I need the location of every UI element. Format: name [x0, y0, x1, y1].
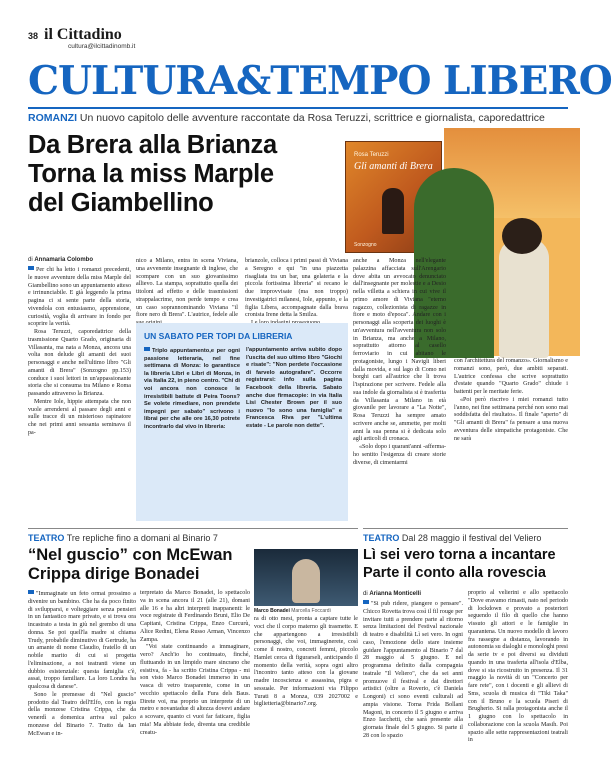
book-publisher: Sonzogno [354, 242, 377, 248]
article-paragraph: Rosa Teruzzi, caporedattrice della trasmissione Quarto Grado, originaria di Villasanta, ma nata a Monza, ancora una volta non delude gli amanti dei suoi personaggi e anche nell'ultimo libro "Gli amanti di Brera" (Sonzogno pp.153) conduce i suoi lettori in un'appassionante storia che si consuma tra Milano e Roma passando attraverso la Brianza. [28, 329, 131, 397]
teatro-tag: TEATRO [28, 533, 65, 543]
teatro2-subhead: Dal 28 maggio il festival del Veliero [401, 533, 542, 543]
article-paragraph: "Immaginate un feto ormai prossimo a divenire un bambino. Che ha da poco finito di svilupparsi, e volteggiare senza pensieri in un fantastico mare privato, e si trova ora incastrato a testa in giù nel grembo di una donna. Se poi quell'la madre si chiama Trudy, probabile diminutivo di Gertrude, ha un amante di nome Claudio, fratello di un nobile marito di cui si progetta l'eliminazione, a noi teatranti viene un dubbio esistenziale: questa famiglia c'è, assai, troppo familiare. La loro Londra ha qualcosa di danese". [28, 591, 136, 690]
book-figure [382, 188, 404, 234]
section-email[interactable]: cultura@ilcittadinomb.it [68, 43, 136, 50]
paragraph-marker-icon [28, 266, 34, 270]
section-title [28, 58, 612, 104]
article-paragraph: anche a Monza nell'elegante palazzina affacciata sull'Arengario dove abita un avvocato denunciato dall'insegnante per molestie e a Desio nella villetta a schiera in cui vive il primo amore di Viviana "eterno ragazzo, collezionista di ragazze in fiore e moto d'epoca". Andare con i personaggi alla scoperta dei luoghi è un'avventura nell'avventura non solo in Brianza, ma anche a Milano, soprattutto attorno al casello ferroviario in cui abitano le protagoniste, lungo i Navigli liberi dalla movida, e sul lago di Como nei borghi cari all'autrice che li trova l'ispirazione per scrivere. Fedele alla sua indole da giornalista si è trasferita da Villasanta a Milano in età giovanile per lavorare a "La Notte", Rosa Teruzzi ha sempre amato scrivere anche se, ammette, per molti anni la sua penna si è dedicata solo agli articoli di cronaca. [353, 258, 446, 443]
article-paragraph: Per chi ha letto i romanzi precedenti, le nuove avventure della miss Marple del Giambellino sono un appuntamento atteso e irrinunciabile. E già leggendo la prima pagina ci si sente parte della storia, vivendola con entusiasmo, apprensione, curiosità, voglia di arrivare in fondo per scoprire la verità. [28, 267, 131, 328]
teatro2-tag: TEATRO [363, 533, 400, 543]
headline-line: del Giambellino [28, 189, 214, 217]
caption-name: Marco Bonadei [254, 608, 290, 614]
book-author: Rosa Teruzzi [354, 152, 389, 158]
headline-line: Crippa dirige Bonadei [28, 565, 200, 583]
paragraph-marker-icon [144, 347, 150, 351]
event-box-left [144, 347, 240, 517]
kicker: ROMANZI [28, 112, 77, 124]
caption-credit: Marcella Foccardi [291, 608, 331, 614]
teatro-photo-figure [292, 559, 320, 603]
article-paragraph: «Poi però riscrivo i miei romanzi tutto l'anno, nei fine settimana perché non sono mai soddisfatta del risultato». Il finale "aperto" di "Gli amanti di Brera" fa pensare a una nuova avventura delle simpatiche protagoniste. Che ne sarà [454, 396, 568, 442]
event-box-right [246, 347, 342, 517]
event-box-text: l'appuntamento arriva subito dopo l'uscita del suo ultimo libro "Giochi e risate": "Non perdete l'occasione di farvelo autografare". Occorre registrarsi: info sulla pagina Facebook della libreria. Sabato anche due firmacopie: in via Italia Lisi Chester Brown per il suo nuovo "Io sono una famiglia" e Francesca Riva per "L'ultima estate - Le parole non dette". [246, 347, 342, 429]
teatro-rule [28, 528, 358, 529]
page-number: 38 [28, 31, 39, 41]
article-paragraph: brianzole, colloca i primi passi di Viviana a Seregno e qui "in una piazzetta risagliata tra un bar, una gelateria e la piccola fortissima libreria" si recano le due improvvisate (ma non troppo) investigatrici milanesi, Iole, appunto, e la figlia Libera, accompagnate dalla brava cronista Irene detta la Smilza. [245, 258, 348, 319]
event-box [136, 323, 348, 521]
byline-prefix: di [363, 591, 370, 597]
illustration-figure [499, 238, 549, 358]
article-paragraph: ra di otto mesi, pronta a captare tutte le voci che il corpo materno gli trasmette. E che appartengono a irresistibili personaggi, che voi, immaginerete, così come il nostro, concreti femmi, piccolo Hamlet cerca di figurarseli, anticipando il momento della verità, sopra ogni altro l'incontro tanto atteso con la giovane madre incoscienza e assassina, pigra e sessuale. Per informazioni via Filippo Turati 8 a Monza, 039 2027002 e biglietteria@binario7.org. [254, 616, 358, 708]
byline [28, 257, 93, 263]
article-col-1 [28, 266, 131, 438]
article-paragraph: con l'architettura del romanzo». Giornalismo e romanzi sono, però, due ambiti separati. L'autrice confessa che scrive soprattutto d'estate quando "Quarto Grado" chiude i battenti per le meritate ferie. [454, 358, 568, 395]
article-col-5 [454, 358, 568, 524]
article-col-2 [136, 258, 238, 318]
illustration-hair [502, 218, 542, 254]
article-paragraph: "Si pub ridere, piangere o pensare". Chicco Rovetta trova così il fil rouge per invitare tutti a prendere parte al ritorno senza limitazioni del Festival nazionale di teatro e disabilità Lì sei vero. In ogni caso, l'emozione dello stare insieme guidare l'appuntamento al Binario 7 dal 28 maggio al 5 giugno. E nel programma definito dalla compagnia teatrale "Il Veliero", che da sei anni promuove il festival e dai direttori artistici (oltre a Roverio, c'è Daniela Longoni) ci sono eventi culturali ad ampia visione. Torna Frida Bollani Magoni, in concerto il 5 giugno e arriva Enzo Iacchetti, che sarà presente alla giornata finale del 5 giugno. Si parte il 28 con lo spazio [363, 601, 463, 739]
section-rule [28, 107, 568, 109]
headline-line: “Nel guscio” con McEwan [28, 546, 233, 564]
article-paragraph: terpretato da Marco Bonadei, lo spettacolo va in scena ancora il 21 (alle 21), domani alle 16 e ha altri interpreti inappanenti: le voce registrate di Ferdinando Bruni, Elio De Capitani, Cristina Crippa, Enzo Curcurù, Alice Redini, Elena Russo Arman, Vincenzo Zampa. [140, 590, 250, 643]
headline-line: Parte il conto alla rovescia [363, 565, 546, 581]
section-title-tempo-libero: TEMPO LIBERO [270, 58, 612, 104]
teatro2-headline [363, 546, 568, 582]
teatro2-rule [363, 528, 568, 529]
main-headline [28, 131, 348, 218]
article-paragraph: "Voi state continuando a immaginare, vero? Anch'io ho continuato, finché, fluttuando in un limpido mare sincrano che esistiva, fa - ha scritto Cristina Crippa - mi son visto Marco Bonadei immerso in una vasca di vetro trasparente, come in un vecchio spettacolo della Fura dels Baus. Direte voi, ma proprio un interprete di un metro e novantadue di altezza dovevi andare a scovare, quanto ci vuoi far faticare, figlia mia! Ma abbiate fede, diventa una credibile creatu- [140, 644, 250, 736]
article-paragraph: Sono le premesse di "Nel guscio" prodotto dal Teatro dell'Elfo, con la regia della monzese Cristina Crippa, che da venerdì a domenica arriva sul palco monzese del Binario 7. Tratto da Ian McEwan e in- [28, 691, 136, 737]
byline-prefix: di [28, 257, 35, 263]
teatro-subhead: Tre repliche fino a domani al Binario 7 [66, 533, 218, 543]
paragraph-marker-icon [28, 590, 34, 594]
article-paragraph: nico a Milano, entra in scena Viviana, una avvenente insegnante di inglese, che scompare con un suo giovanissimo allievo. La stampa, soprattutto quella dei titoloni ad effetto e delle trasmissioni strappalacrime, non perde tempo e crea un caso soprannominando Viviana "il fiore nero di Brera". L'autrice, fedele alle [136, 258, 238, 319]
teatro2-kicker-row [363, 533, 568, 543]
teatro2-col-1 [363, 600, 463, 760]
teatro2-byline [363, 591, 421, 597]
article-col-4 [353, 258, 446, 524]
teatro-col-3 [254, 616, 358, 760]
headline-line: Da Brera alla Brianza [28, 131, 277, 159]
illustration-photo [444, 128, 580, 356]
book-title: Gli amanti di Brera [354, 161, 433, 172]
teatro-col-2 [140, 590, 250, 760]
teatro2-col-2 [468, 590, 568, 760]
masthead-logo: il Cittadino [44, 26, 122, 43]
headline-line: Lì sei vero torna a incantare [363, 547, 556, 563]
event-box-title: UN SABATO PER TOPI DA LIBRERIA [144, 331, 293, 341]
section-title-cultura: CULTURA [28, 58, 236, 104]
page-header [28, 26, 568, 52]
headline-line: Torna la miss Marple [28, 160, 274, 188]
teatro-photo [254, 549, 358, 606]
teatro-photo-caption [254, 608, 364, 614]
section-title-ampersand: & [236, 58, 271, 104]
article-paragraph: proprio al velierini e allo spettacolo "Dove eravamo rimasti, nato nel periodo di lockdown e provato a posteriori seguendo il filo di quello che hanno vissuto gli attori e le famiglie in quarantena. Un nuovo modello di lavoro fra rassegne a distanza, lavorando in autonomia su dialoghi e monologhi presi da serie tv e poi diversi su dividuti quando in una trasferta all'isola d'Elba, dove si sta ricostruito in presenza. Il 31 maggio la novità di un "Concerto per fare rete", con i docenti e gli allievi di Sms, scuola di musica di "Tiki Taka" con il Bruno e la scuola Piseri di Brugherio. Si ralla protagonista anche il 1 giugno con lo spettacolo in collaborazione con la scuola Masih. Poi spazio alle sette rappresentazioni teatrali in [468, 590, 568, 744]
paragraph-marker-icon [363, 600, 369, 604]
byline-name: Annamaria Colombo [34, 257, 94, 263]
subhead: Un nuovo capitolo delle avventure raccontate da Rosa Teruzzi, scrittrice e giornalista, caporedattrice [79, 112, 545, 124]
byline-name: Arianna Monticelli [369, 591, 422, 597]
teatro-col-1 [28, 590, 136, 760]
article-paragraph: Mentre Iole, hippie attempata che non vuole arrendersi al passare degli anni e sulle tracce di un misterioso rapinatore che nei primi anni sessanta seminava il pa- [28, 398, 131, 436]
article-paragraph: «Solo dopo i quarant'anni -afferma- ho sentito l'esigenza di creare storie diverse, di cimentarmi [353, 444, 446, 466]
event-box-text: Triplo appuntamento,e per ogni passione letteraria, nel fine settimana di Monza: lo garantisce la libreria Libri e Libri di Monza, in via Italia 22, in pieno centro. "Chi di voi ancora non conosce le irresistibili battute di Peira Toons? Se volete rimediare, non prendete impegni per sabato" scrivono i librai per che alle ore 16,30 potrete incontrarlo dal vivo in libreria: [144, 348, 240, 430]
article-col-3 [245, 258, 348, 318]
teatro-kicker-row [28, 533, 358, 543]
kicker-row [28, 112, 568, 125]
